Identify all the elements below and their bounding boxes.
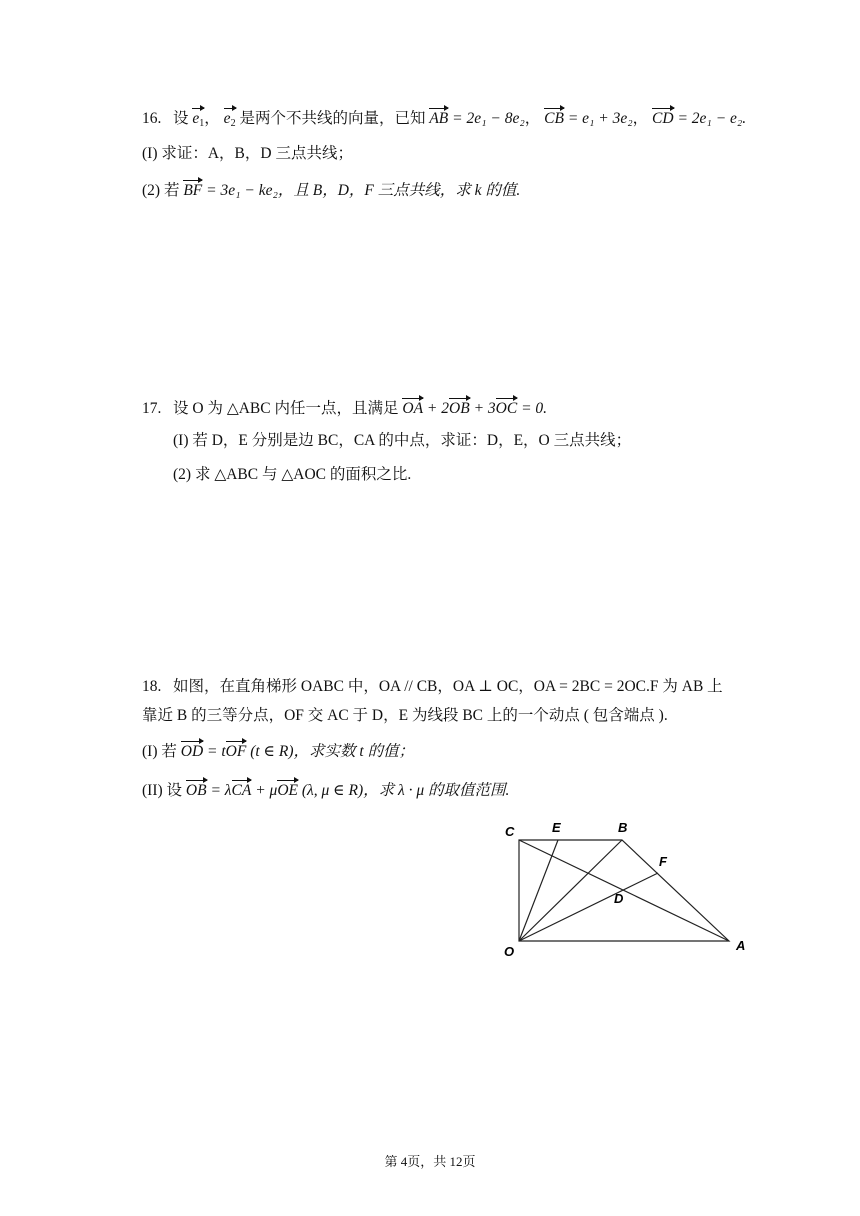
q16-intro: 设 bbox=[173, 110, 189, 127]
q17-part-2: (2) 求 △ABC 与 △AOC 的面积之比. bbox=[173, 466, 412, 483]
comma: ， bbox=[204, 110, 220, 127]
q16-line-1 bbox=[142, 108, 746, 135]
vector-CA: CA bbox=[231, 782, 252, 799]
AB-rhs: = 2e₁ − 8e₂ bbox=[452, 110, 525, 127]
q16-part-2 bbox=[142, 180, 520, 202]
vector-BF: BF bbox=[183, 182, 203, 199]
trapezoid-outline bbox=[519, 840, 729, 941]
segment-OF bbox=[519, 873, 658, 941]
segment-OE bbox=[519, 840, 558, 941]
page-footer: 第 4页，共 12页 bbox=[384, 1154, 476, 1169]
vector-OB: OB bbox=[449, 400, 470, 417]
q16-number: 16. bbox=[142, 110, 162, 127]
vector-OF: OF bbox=[225, 743, 247, 760]
q18-part-1-prefix: (I) 若 bbox=[142, 743, 177, 760]
q16-part-2-suffix: = 3e₁ − ke₂，且 B，D，F 三点共线，求 k 的值. bbox=[206, 182, 521, 199]
q17-number: 17. bbox=[142, 400, 162, 417]
comma: ， bbox=[632, 110, 649, 127]
q17-line-1: 17. 设 O 为 △ABC 内任一点，且满足 OA + 2OB + 3OC = 0. bbox=[142, 400, 548, 417]
label-E: E bbox=[552, 820, 561, 835]
segment-CA bbox=[519, 840, 729, 941]
q17-part-1: (I) 若 D，E 分别是边 BC，CA 的中点，求证：D，E，O 三点共线； bbox=[173, 432, 632, 449]
segment-OB bbox=[519, 840, 622, 941]
vector-AB: AB bbox=[429, 110, 449, 127]
label-A: A bbox=[736, 938, 746, 953]
q16-desc: 是两个不共线的向量，已知 bbox=[239, 110, 426, 127]
q18-line-1 bbox=[142, 676, 723, 698]
q18-part-1: (I) 若 OD = tOF (t ∈ R)，求实数 t 的值； bbox=[142, 743, 415, 760]
q18-part-2-prefix: (II) 设 bbox=[142, 782, 183, 799]
q18-part-2: (II) 设 OB = λCA + μOE (λ, μ ∈ R)，求 λ · μ 的取值范围. bbox=[142, 782, 510, 799]
q18-line-2: 靠近 B 的三等分点，OF 交 AC 于 D，E 为线段 BC 上的一个动点 ( 包含端点 ). bbox=[142, 707, 668, 724]
q16-part-1: (I) 求证：A，B，D 三点共线； bbox=[142, 145, 353, 162]
vector-e2: $e_2$ bbox=[223, 110, 236, 129]
q17-intro: 设 O 为 △ABC 内任一点，且满足 bbox=[173, 400, 399, 417]
vector-OA: OA bbox=[402, 400, 424, 417]
vector-e1: $e_1$ bbox=[192, 110, 205, 129]
label-D: D bbox=[614, 891, 624, 906]
label-C: C bbox=[505, 824, 515, 839]
label-B: B bbox=[618, 820, 628, 835]
q18-part-2-suffix: (λ, μ ∈ R)，求 λ · μ 的取值范围. bbox=[301, 782, 510, 799]
CB-rhs: = e₁ + 3e₂ bbox=[567, 110, 633, 127]
label-O: O bbox=[504, 944, 515, 959]
vector-OD: OD bbox=[180, 743, 204, 760]
q17-eq: = 0. bbox=[521, 400, 548, 417]
comma: ， bbox=[524, 110, 541, 127]
vector-CB: CB bbox=[544, 110, 564, 127]
vector-OB-18: OB bbox=[185, 782, 207, 799]
vector-OE: OE bbox=[277, 782, 298, 799]
label-F: F bbox=[659, 854, 667, 869]
q18-number: 18. bbox=[142, 678, 162, 695]
vector-OC: OC bbox=[495, 400, 518, 417]
q16-part-2-prefix: (2) 若 bbox=[142, 182, 180, 199]
CD-rhs: = 2e₁ − e₂. bbox=[677, 110, 747, 127]
q18-part-1-suffix: (t ∈ R)，求实数 t 的值； bbox=[250, 743, 415, 760]
q18-text-1: 如图，在直角梯形 OABC 中，OA // CB，OA ⊥ OC，OA = 2BC = 2OC.F 为 AB 上 bbox=[173, 678, 723, 695]
vector-CD: CD bbox=[652, 110, 674, 127]
